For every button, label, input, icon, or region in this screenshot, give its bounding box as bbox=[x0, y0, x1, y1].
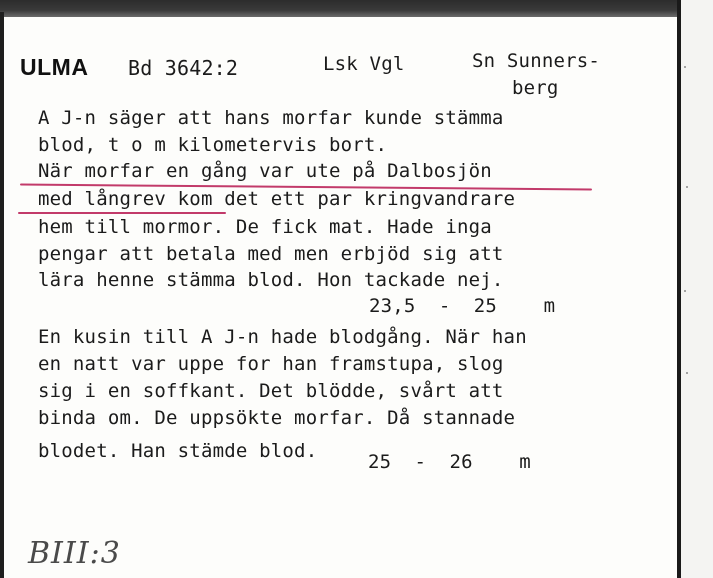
scan-speck bbox=[686, 186, 688, 188]
text-line: binda om. De uppsökte morfar. Då stannade bbox=[38, 407, 516, 429]
text-line: När morfar en gång var ute på Dalbosjön bbox=[38, 160, 492, 182]
scan-right-margin bbox=[681, 0, 713, 578]
text-line: lära henne stämma blod. Hon tackade nej. bbox=[38, 269, 504, 291]
page-range: 25 - 26 m bbox=[368, 451, 531, 473]
text-line: sig i en soffkant. Det blödde, svårt att bbox=[38, 380, 504, 402]
parish-name-line2: berg bbox=[512, 77, 559, 99]
text-line: blodet. Han stämde blod. bbox=[38, 440, 318, 462]
record-id: Bd 3642:2 bbox=[128, 56, 239, 80]
text-line: med långrev kom det ett par kringvandrare bbox=[38, 188, 516, 210]
red-underline-mark bbox=[18, 212, 226, 214]
text-line: hem till mormor. De fick mat. Hade inga bbox=[38, 216, 492, 238]
parish-name-line1: Sn Sunners- bbox=[472, 50, 601, 72]
archive-label: ULMA bbox=[20, 54, 89, 80]
handwritten-shelf-mark: BIII:3 bbox=[28, 536, 121, 571]
scan-top-edge bbox=[0, 0, 713, 17]
text-line: En kusin till A J-n hade blodgång. När han bbox=[38, 326, 527, 348]
text-line: en natt var uppe for han framstupa, slog bbox=[38, 353, 504, 375]
page-range: 23,5 - 25 m bbox=[369, 295, 556, 317]
scan-left-edge bbox=[0, 12, 4, 578]
text-line: blod, t o m kilometervis bort. bbox=[38, 134, 388, 156]
scan-speck bbox=[686, 372, 688, 374]
text-line: pengar att betala med men erbjöd sig att bbox=[38, 243, 504, 265]
scan-speck bbox=[684, 66, 686, 68]
scan-speck bbox=[684, 290, 686, 292]
province-code: Lsk Vgl bbox=[323, 53, 405, 75]
text-line: A J-n säger att hans morfar kunde stämma bbox=[38, 107, 504, 129]
